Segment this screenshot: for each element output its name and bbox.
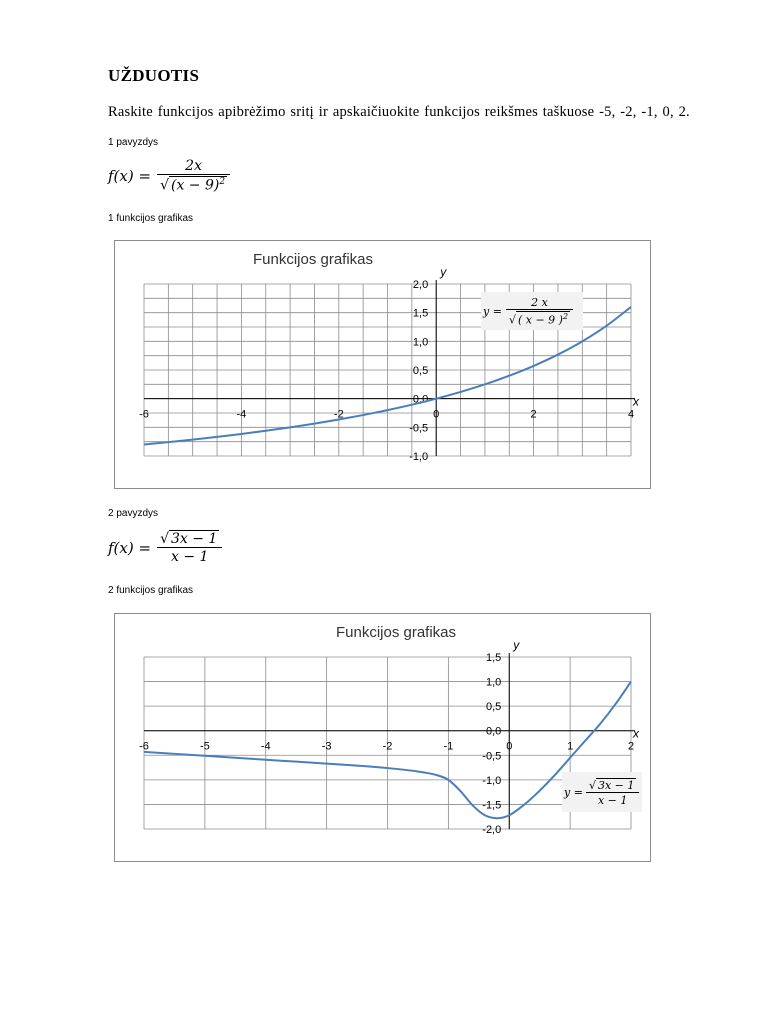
chart1-x-tick-label: 0 — [433, 408, 440, 421]
chart1-x-tick-label: -2 — [333, 408, 344, 421]
chart1-x-axis-label: x — [633, 394, 639, 409]
chart2-y-axis-label: y — [513, 638, 520, 652]
chart1-title: Funkcijos grafikas — [252, 251, 374, 268]
example2-label: 2 pavyzdys — [108, 508, 159, 519]
chart2-frame — [114, 613, 651, 862]
chart2-y-tick-label: 1,5 — [485, 652, 502, 664]
chart1-y-tick-label: -1,0 — [409, 451, 429, 463]
chart1-x-tick-label: 4 — [627, 408, 635, 421]
example2-formula — [108, 530, 222, 565]
chart2-x-tick-label: 0 — [506, 740, 513, 753]
example1-formula-den-inner: $(x - 9)^2$ — [170, 177, 226, 194]
chart2-y-tick-label: 1,0 — [485, 676, 502, 689]
chart2-y-tick-label: 0,5 — [485, 701, 502, 714]
chart2-legend-fraction — [586, 778, 639, 807]
chart1-legend-formula — [481, 292, 583, 330]
chart2-legend-formula — [562, 772, 642, 812]
chart1-svg — [115, 241, 650, 488]
chart2-x-tick-label: -1 — [443, 740, 454, 753]
chart1-y-tick-label: 2,0 — [412, 279, 429, 291]
chart2-legend-lhs: y = — [564, 785, 583, 799]
chart2-x-tick-label: -5 — [199, 740, 210, 753]
chart2-x-axis-label: x — [633, 726, 639, 741]
chart1-y-tick-label: 1,5 — [412, 307, 429, 320]
example1-formula-numerator: 2x — [185, 158, 202, 174]
example1-graph-label: 1 funkcijos grafikas — [108, 213, 194, 224]
chart2-y-tick-label: 0,0 — [485, 725, 502, 738]
chart1-x-tick-label: -6 — [139, 408, 149, 421]
chart2-x-tick-label: -3 — [321, 740, 332, 753]
chart1-y-axis-label: y — [440, 265, 447, 279]
chart1-y-tick-label: 0,5 — [412, 365, 429, 377]
chart1-x-tick-label: 2 — [530, 408, 537, 421]
chart2-y-tick-label: -2,0 — [482, 824, 502, 836]
chart1-y-tick-label: -0,5 — [409, 422, 429, 435]
chart1-y-tick-label: 1,0 — [412, 336, 429, 349]
example1-formula-fraction — [157, 158, 230, 194]
example1-formula-denominator — [157, 174, 230, 194]
example2-graph-label: 2 funkcijos grafikas — [108, 585, 194, 596]
chart2-y-tick-label: -1,0 — [482, 774, 502, 787]
chart2-x-tick-label: -4 — [260, 740, 271, 753]
example2-formula-fraction — [157, 530, 222, 565]
example1-formula — [108, 158, 230, 194]
chart2-x-tick-label: 2 — [627, 740, 635, 753]
chart2-svg — [115, 614, 650, 861]
chart1-y-tick-label: 0,0 — [412, 393, 429, 406]
chart1-x-tick-label: -4 — [236, 408, 247, 421]
example2-formula-lhs: f(x) = — [108, 538, 152, 557]
chart1-legend-fraction — [506, 296, 573, 327]
example1-formula-lhs: f(x) = — [108, 166, 152, 185]
chart2-x-tick-label: 1 — [567, 740, 574, 753]
sqrt-sign: √ — [160, 177, 169, 194]
chart2-legend-numerator: √ 3x − 1 — [588, 778, 635, 792]
example2-formula-denominator: x − 1 — [157, 547, 222, 565]
chart2-y-tick-label: -1,5 — [482, 799, 502, 812]
chart2-x-tick-label: -6 — [139, 740, 149, 753]
chart2-legend-denominator: x − 1 — [586, 792, 639, 807]
chart2-y-tick-label: -0,5 — [482, 750, 502, 763]
page-heading: UŽDUOTIS — [108, 66, 200, 85]
chart1-legend-lhs: y = — [483, 304, 502, 318]
chart1-frame — [114, 240, 651, 489]
task-text: Raskite funkcijos apibrėžimo sritį ir apskaičiuokite funkcijos reikšmes taškuose -5, -2, -1, 0, 2. — [108, 104, 690, 120]
chart2-x-tick-label: -2 — [382, 740, 393, 753]
chart2-title: Funkcijos grafikas — [335, 624, 457, 641]
chart1-legend-numerator: 2 x — [531, 295, 548, 309]
example1-label: 1 pavyzdys — [108, 137, 159, 148]
chart1-legend-denominator: √ ( x − 9 )$^2$ — [506, 309, 573, 327]
example2-formula-numerator: √ 3x − 1 — [160, 531, 218, 547]
